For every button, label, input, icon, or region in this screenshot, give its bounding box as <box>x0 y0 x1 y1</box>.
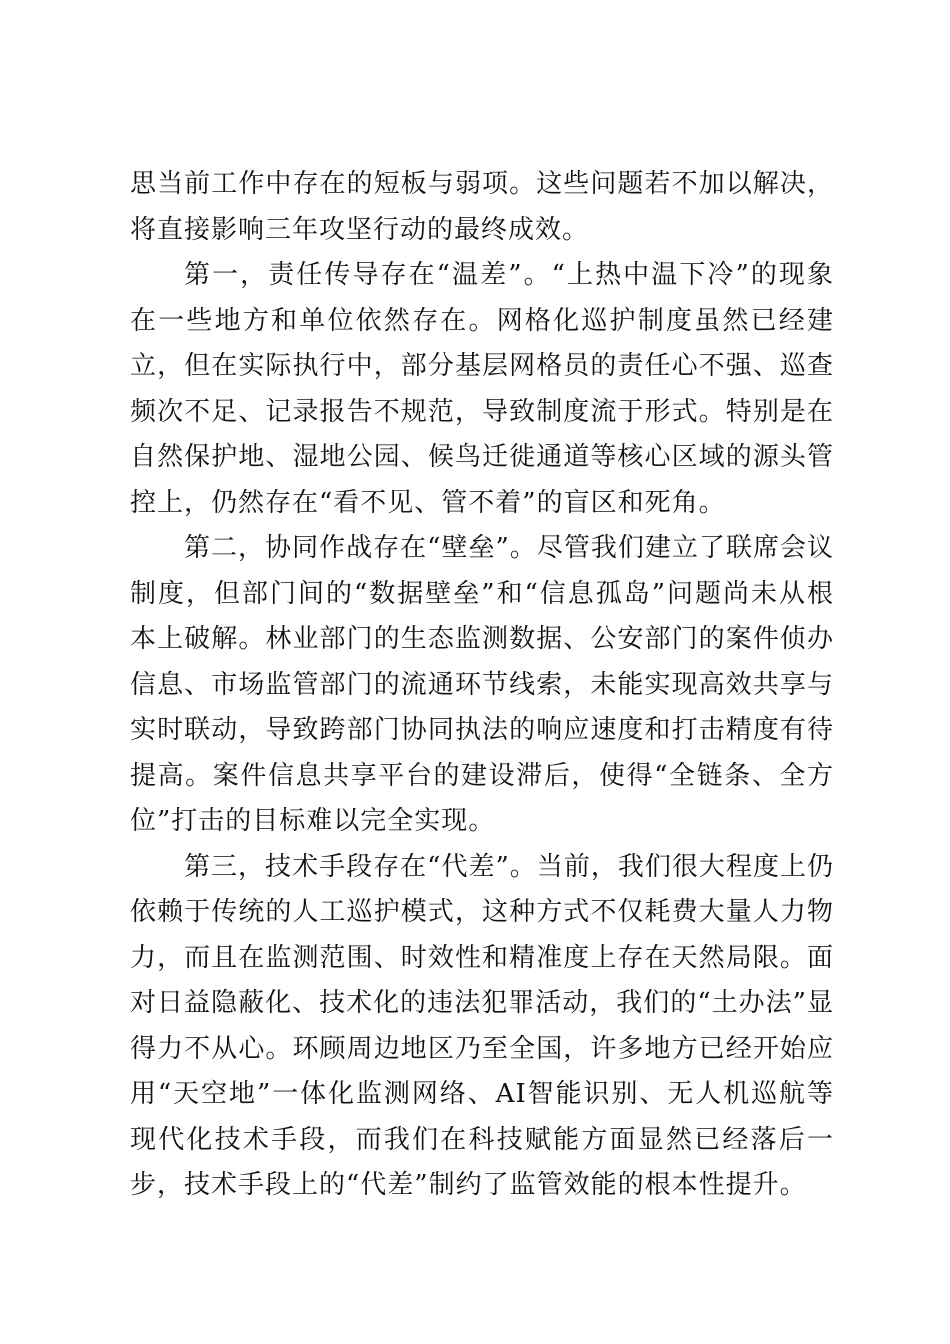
paragraph-intro-continuation: 思当前工作中存在的短板与弱项。这些问题若不加以解决，将直接影响三年攻坚行动的最终成效。 <box>130 169 834 245</box>
document-body <box>130 162 834 1209</box>
paragraph-coordination-barrier: 第二，协同作战存在“壁垒”。尽管我们建立了联席会议制度，但部门间的“数据壁垒”和“信息孤岛”问题尚未从根本上破解。林业部门的生态监测数据、公安部门的案件侦办信息、市场监管部门的流通环节线索，未能实现高效共享与实时联动，导致跨部门协同执法的响应速度和打击精度有待提高。案件信息共享平台的建设滞后，使得“全链条、全方位”打击的目标难以完全实现。 <box>130 533 834 836</box>
paragraph-technology-gap: 第三，技术手段存在“代差”。当前，我们很大程度上仍依赖于传统的人工巡护模式，这种方式不仅耗费大量人力物力，而且在监测范围、时效性和精准度上存在天然局限。面对日益隐蔽化、技术化的违法犯罪活动，我们的“土办法”显得力不从心。环顾周边地区乃至全国，许多地方已经开始应用“天空地”一体化监测网络、AI智能识别、无人机巡航等现代化技术手段，而我们在科技赋能方面显然已经落后一步，技术手段上的“代差”制约了监管效能的根本性提升。 <box>130 851 834 1200</box>
paragraph-responsibility-gap: 第一，责任传导存在“温差”。“上热中温下冷”的现象在一些地方和单位依然存在。网格化巡护制度虽然已经建立，但在实际执行中，部分基层网格员的责任心不强、巡查频次不足、记录报告不规范，导致制度流于形式。特别是在自然保护地、湿地公园、候鸟迁徙通道等核心区域的源头管控上，仍然存在“看不见、管不着”的盲区和死角。 <box>130 260 834 518</box>
